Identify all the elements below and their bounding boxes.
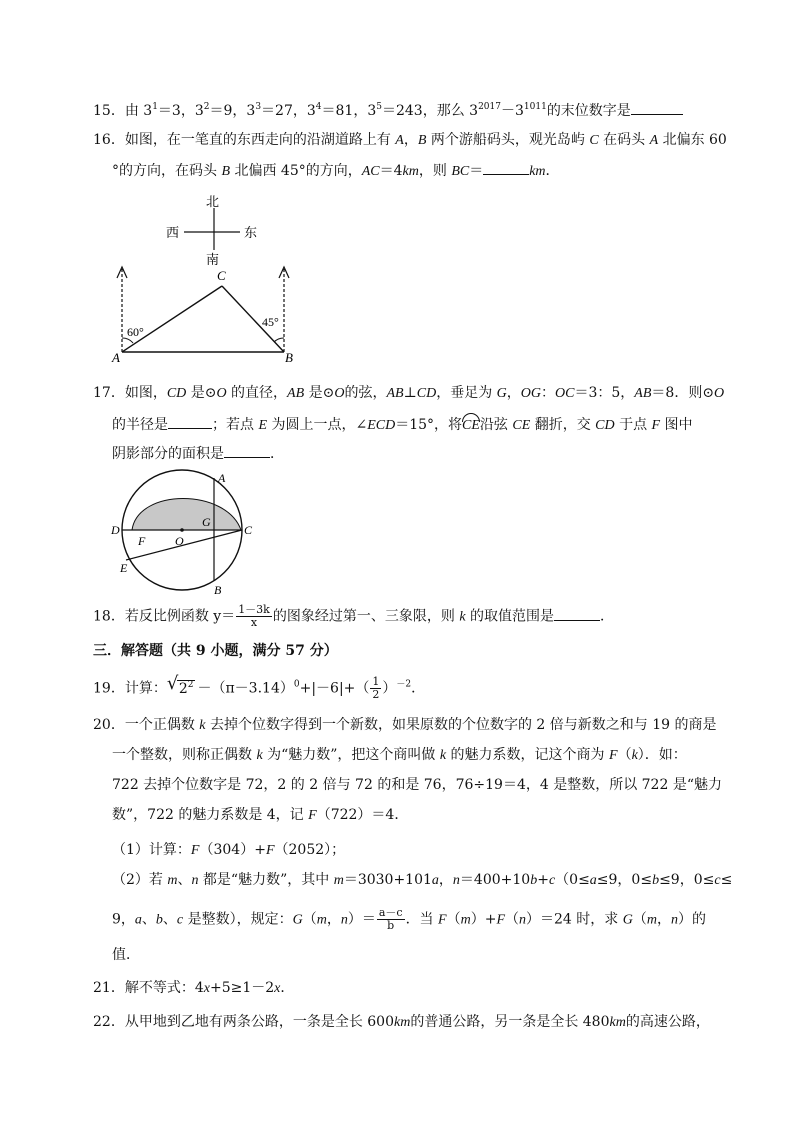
question-number: 15． [93,103,125,119]
var-c: c [548,873,556,888]
q20-text: ≤9，0≤ [596,872,653,888]
q17-text: ＝8．则⊙ [651,385,715,401]
q20-text: ）＝24 时，求 [526,911,623,928]
var-f: F [651,418,661,433]
q19-text: 计算： [124,680,167,697]
var-n: n [670,912,678,928]
q20-text: （304）+ [199,842,266,858]
answer-blank[interactable] [168,414,212,429]
q16-text: ，则 [418,163,452,179]
q17-text: 沿弦 [479,417,513,433]
var-f: F [308,808,317,823]
compass-south-label: 南 [206,252,220,267]
q15-text: ＝9，3 [209,103,256,119]
question-17-line-3 [112,443,724,464]
q16-text: ＝ [469,163,484,179]
var-cd: CD [166,386,187,401]
var-oc: OC [555,386,575,401]
q17-text: ，垂足为 [436,385,497,401]
q17-text: 翻折，交 [530,417,596,433]
q20-text: （1）计算： [112,842,191,858]
var-og: OG [520,386,542,401]
square-root [166,672,196,699]
exponent: 1 [152,102,158,112]
q20-text: （ [302,911,317,928]
q20-text: 、 [177,872,192,888]
q20-text: ≤ [720,872,733,888]
var-a: a [134,912,142,928]
radical-icon: √ [166,672,179,694]
q16-text: ， [403,132,418,148]
var-m: m [316,912,327,928]
var-b: B [417,133,427,148]
radicand-base: 2 [178,680,188,697]
question-20-line-8: 值． [112,947,140,963]
section-heading: 三．解答题（共 9 小题，满分 57 分） [93,643,338,659]
q20-text: ， [326,911,341,928]
point-label-c: C [217,268,226,283]
point-label-d: D [111,523,120,537]
unit-km: km [394,1015,411,1030]
q17-text: ＝15°，将 [395,417,463,433]
exponent: 1011 [523,102,547,112]
q20-text: 是整数），规定： [183,911,293,928]
question-16-line-2 [112,160,724,182]
q17-text: ， [506,385,521,401]
q16-text: ． [545,163,560,179]
question-number: 16． [93,132,125,148]
q20-text: （0≤ [555,872,590,888]
var-e: E [258,418,268,433]
var-k: k [256,748,263,763]
q21-text: ． [280,980,295,996]
var-a: a [431,873,439,888]
question-22 [93,1012,710,1033]
var-ab: AB [634,386,652,401]
point-label-c: C [244,523,253,537]
var-f: F [265,843,275,858]
q22-text: 的普通公路，另一条是全长 480 [410,1014,610,1030]
point-label-a: A [218,471,226,485]
var-c: c [714,873,721,888]
q21-text: +5≥1－2 [209,980,275,996]
point-label-b: B [214,583,222,597]
fraction-numerator: 1－3k [238,603,270,616]
var-m: m [460,912,471,928]
exponent: 2017 [478,102,501,112]
var-cd: CD [595,418,615,433]
q18-text: 若反比例函数 y＝ [124,608,236,625]
q20-text: ．当 [405,911,439,928]
var-m: m [167,873,178,888]
var-n: n [452,873,460,888]
var-n: n [340,912,348,928]
q20-text: 去掉个位数字得到一个新数，如果原数的个位数字的 2 倍与新数之和与 19 的商是 [205,717,717,733]
point-label-a: A [112,350,120,365]
compass-west-label: 西 [166,225,180,240]
var-m: m [646,912,657,928]
q16-text: 在码头 [598,132,650,148]
angle-label-60: 60° [127,325,144,339]
var-ac: AC [361,164,380,179]
var-k: k [631,748,638,763]
q19-text: +|－6|+（ [299,680,370,697]
q20-text: 、 [162,911,177,928]
q20-text: 9， [112,911,135,928]
var-f: F [496,912,505,928]
q20-text: ）+ [470,911,497,928]
compass-rose [166,194,257,267]
q21-text: 解不等式：4 [124,980,204,996]
q20-text: （ [505,911,519,928]
q17-text: 的半径是 [112,417,168,433]
var-f: F [438,912,447,928]
var-f: F [190,843,200,858]
q20-text: ）＝ [347,911,376,928]
fraction [377,907,405,932]
q17-text: 为圆上一点，∠ [267,417,368,433]
q20-text: （2052）； [274,842,346,858]
q15-text: ＝27，3 [261,103,316,119]
q19-text: ） [382,680,397,697]
var-n: n [191,873,199,888]
q20-text: 、 [141,911,156,928]
q15-text: 的末位数字是 [546,103,631,119]
q17-text: 阴影部分的面积是 [112,446,224,462]
question-20-part-1 [112,840,724,861]
q18-text: 的取值范围是 [465,608,554,625]
q17-text: ． [270,446,284,462]
question-number: 18． [93,608,125,625]
q20-text: ， [438,872,453,888]
angle-label-45: 45° [262,315,279,329]
question-20-line-7 [112,907,724,932]
point-label-e: E [120,561,128,575]
q15-text: ＝3，3 [157,103,204,119]
exponent: 3 [255,102,262,112]
fraction-denominator: x [250,616,258,629]
exponent: 4 [315,102,322,112]
fraction-numerator: a－c [378,906,403,919]
var-cd: CD [416,386,437,401]
q15-text: ＝81，3 [321,103,377,119]
q20-text: + [537,872,549,888]
figure-circle [108,468,268,598]
q16-text: 两个游船码头，观光岛屿 [426,132,590,148]
var-ab: AB [287,386,305,401]
q17-text: ；若点 [212,417,259,433]
unit-km: km [609,1015,626,1030]
q20-text: （ [632,911,647,928]
var-bc: BC [451,164,470,179]
var-g: G [292,912,303,928]
q20-text: 的魅力系数，记这个商为 [446,747,610,763]
exponent: 2 [187,679,194,690]
q20-text: （ [446,911,461,928]
q18-text: 的图象经过第一、三象限，则 [272,608,460,625]
q20-text: ， [656,911,671,928]
var-a: a [589,873,597,888]
unit-km: km [402,164,419,179]
q19-text: －（π－3.14） [197,680,294,697]
q20-text: ）的 [677,911,706,928]
unit-km: km [529,164,546,179]
var-g: G [622,912,633,928]
point-label-o: O [175,534,184,548]
q19-text: ． [411,680,426,697]
q16-text: 如图，在一笔直的东西走向的沿湖道路上有 [124,132,396,148]
var-ecd: ECD [367,418,396,433]
question-number: 21． [93,980,125,996]
fraction-denominator: 2 [372,688,380,701]
q17-text: ⊥ [403,385,417,401]
q17-text: ＝3：5， [574,385,635,401]
compass-north-label: 北 [206,194,220,209]
angle-arc-b [274,338,284,342]
figure-triangle-bearing [100,190,320,370]
var-ce: CE [512,418,531,433]
q20-text: ＝400+10 [459,872,531,888]
var-x: x [274,981,281,996]
question-number: 22． [93,1014,125,1030]
q20-text: 一个整数，则称正偶数 [112,747,257,763]
q17-text: ： [541,385,556,401]
question-19 [93,672,705,701]
var-c: c [176,912,184,928]
fraction [370,676,381,701]
question-20-part-2 [112,870,733,891]
var-g: G [496,386,507,401]
compass-east-label: 东 [244,225,258,240]
q20-text: 一个正偶数 [124,717,200,733]
segment-ac [122,286,222,352]
q17-text: 的直径， [226,385,288,401]
var-k: k [459,609,466,625]
q17-text: 是⊙ [186,385,217,401]
q18-text: ． [599,608,614,625]
q20-text: （722）＝4． [316,807,409,823]
q17-text: 图中 [660,417,693,433]
q16-text: °的方向，在码头 [112,163,222,179]
point-label-b: B [285,350,293,365]
var-a: A [649,133,659,148]
q16-text: 北偏西 45°的方向， [230,163,362,179]
fraction [236,604,272,629]
question-20-line-1 [93,715,717,736]
var-o: O [216,386,227,401]
var-b: b [530,873,538,888]
var-x: x [203,981,210,996]
fraction-numerator: 1 [372,675,380,688]
q15-text: 由 3 [124,103,153,119]
question-18 [93,604,705,629]
q15-text: －3 [500,103,524,119]
exponent: －2 [396,679,412,690]
q20-text: ＝3030+101 [343,872,432,888]
var-c: C [589,133,599,148]
var-b: b [155,912,163,928]
question-17-line-2 [112,413,724,436]
question-20-line-4 [112,805,724,826]
fraction-denominator: b [387,919,395,932]
q20-text: ）．如： [637,747,687,763]
q22-text: 的高速公路， [625,1014,710,1030]
radicand [177,680,196,697]
q20-text: （ [617,747,632,763]
question-17-line-1 [93,383,725,404]
point-label-g: G [202,515,211,529]
q17-text: 如图， [124,385,167,401]
q17-text: 的弦， [344,385,387,401]
var-m: m [333,873,344,888]
var-k: k [199,718,206,733]
question-number: 19． [93,680,125,697]
question-20-line-2 [112,745,724,766]
exponent: 5 [376,102,382,112]
exponent: 2 [203,102,210,112]
question-20-line-3: 722 去掉个位数字是 72，2 的 2 倍与 72 的和是 76，76÷19＝4，4 是整数，所以 722 是“魅力 [112,777,722,793]
q22-text: 从甲地到乙地有两条公路，一条是全长 600 [124,1014,394,1030]
q20-text: 数”，722 的魅力系数是 4，记 [112,807,309,823]
q20-text: 都是“魅力数”，其中 [198,872,334,888]
question-number: 20． [93,717,125,733]
question-21 [93,978,705,999]
var-n: n [519,912,526,928]
q20-text: （2）若 [112,872,168,888]
q16-text: ＝4 [379,163,403,179]
answer-blank[interactable] [224,443,270,458]
var-a: A [395,133,404,148]
center-dot [180,528,184,532]
var-o: O [334,386,345,401]
point-label-f: F [138,534,146,548]
var-k: k [439,748,447,763]
var-f: F [609,748,618,763]
shaded-region [132,499,241,531]
q16-text: 北偏东 60 [658,132,727,148]
var-ab: AB [386,386,404,401]
answer-blank[interactable] [631,100,683,115]
question-number: 17． [93,385,125,401]
var-b: B [221,164,231,179]
var-o: O [714,386,725,401]
arc-ce: CE [462,413,480,436]
question-15 [93,100,705,121]
answer-blank[interactable] [554,606,600,621]
q17-text: 于点 [614,417,652,433]
q15-text: ＝243，那么 3 [381,103,479,119]
answer-blank[interactable] [483,160,529,175]
question-16-line-1 [93,130,727,151]
var-b: b [652,873,660,888]
q20-text: 为“魅力数”，把这个商叫做 [262,747,440,763]
q17-text: 是⊙ [304,385,335,401]
exponent: 0 [293,679,300,690]
q20-text: ≤9，0≤ [659,872,715,888]
